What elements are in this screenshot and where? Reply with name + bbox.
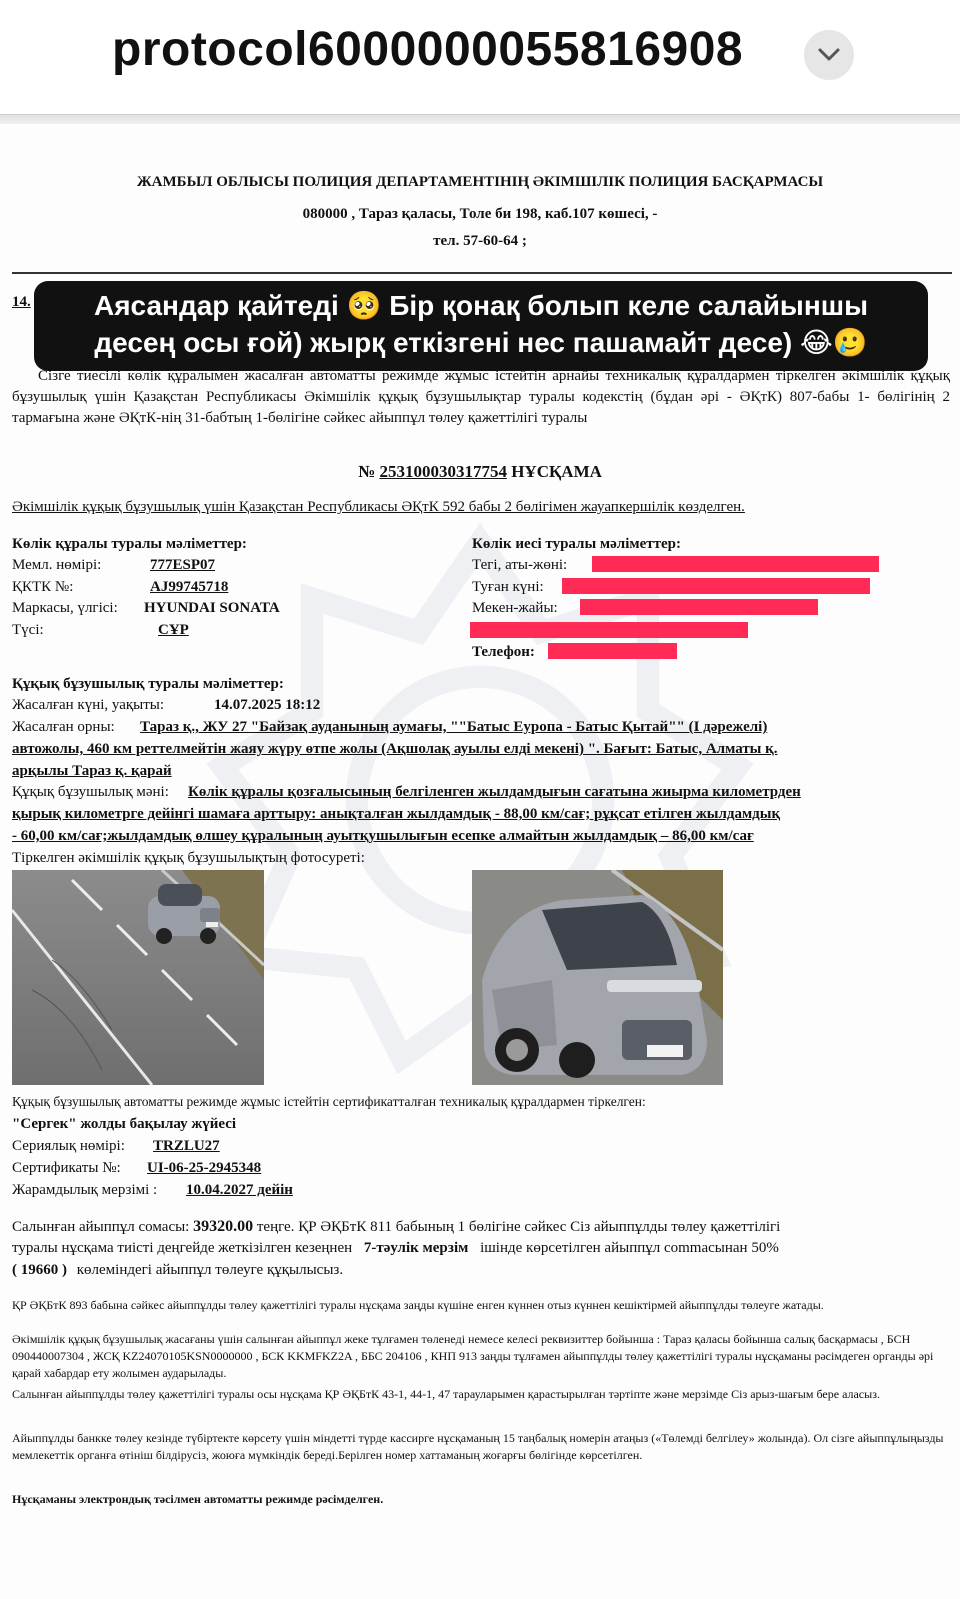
offense-place-line2: автожолы, 460 км реттелмейтін жаяу жүру өтпе жолы (Ақшолақ ауылы елді мекені) ". Бағыт: Батыс, Алматы қ. — [12, 741, 778, 757]
org-phone: тел. 57-60-64 ; — [433, 233, 527, 249]
expand-button[interactable] — [804, 30, 854, 80]
fine-line2 — [12, 1238, 779, 1259]
color-value: СҰР — [158, 622, 189, 638]
fine-half-amount: ( 19660 ) — [12, 1262, 67, 1278]
liability-text: Әкімшілік құқық бұзушылық үшін Қазақстан Республикасы ӘҚтК 592 бабы 2 бөлігімен жауапкершілік көзделген. — [12, 499, 745, 515]
owner-heading: Көлік иесі туралы мәліметтер: — [472, 536, 681, 552]
overlay-caption-line2: десең осы ғой) жырқ еткізгені нес пашамайт десе) 😂🥲 — [94, 327, 868, 358]
offense-place-label: Жасалған орны: — [12, 719, 115, 735]
overlay-caption-line1: Аясандар қайтеді 🥺 Бір қонақ болып келе салайыншы — [93, 290, 868, 321]
plate-value: 777ESP07 — [150, 557, 216, 573]
offense-photo-label: Тіркелген әкімшілік құқық бұзушылықтың фотосуреті: — [12, 850, 365, 866]
fine-amount: 39320.00 — [193, 1218, 254, 1235]
fine-line1 — [12, 1216, 780, 1238]
footnote-4: Айыппұлды банкке төлеу кезінде түбіртекте көрсету үшін міндетті түрде кассирге нұсқаманың 15 таңбалық номерін атаңыз («Төлемді белгілеу» жолында). Ол сізге айыппұлыңызды мемлекеттік органға өтініш білдірусіз, жоюға мүмкіндік береді.Берілген номер хаттаманың жоғарғы бөлігінде көрсетілген. — [12, 1431, 944, 1462]
device-system-name: "Сергек" жолды бақылау жүйесі — [12, 1116, 237, 1132]
device-serial-value: TRZLU27 — [153, 1138, 220, 1154]
owner-phone-label: Телефон: — [472, 644, 535, 660]
left-fragment: 14. — [12, 294, 31, 310]
redaction-birth — [562, 578, 870, 594]
offense-datetime-value: 14.07.2025 18:12 — [214, 697, 321, 713]
notice-suffix: НҰСҚАМА — [511, 462, 602, 481]
footnote-5: Нұсқаманы электрондық тәсілмен автоматты режимде рәсімделген. — [12, 1492, 384, 1506]
reg-label: ҚКТК №: — [12, 579, 74, 595]
offense-essence-line2: қырық километрге дейінгі шамаға арттыру: анықталған жылдамдық - 88,00 км/сағ; рұқсат етілген жылдамдық — [12, 806, 781, 822]
notice-number: 253100030317754 — [379, 462, 507, 481]
offense-essence-line3: - 60,00 км/сағ;жылдамдық өлшеу құралының ауытқушылығын есепке алмайтын жылдамдық – 86,00 км/сағ — [12, 828, 754, 844]
offense-heading: Құқық бұзушылық туралы мәліметтер: — [12, 676, 284, 692]
offense-essence-line1: Көлік құралы қозғалысының белгіленген жылдамдығын сағатына жиырма километрден — [188, 784, 801, 800]
fine-amount-label: Салынған айыппұл сомасы: — [12, 1219, 190, 1235]
fine-period: 7-тәулік мерзім — [363, 1240, 469, 1256]
chevron-down-icon — [817, 45, 841, 65]
vehicle-heading: Көлік құралы туралы мәліметтер: — [12, 536, 247, 552]
model-value: HYUNDAI SONATA — [144, 600, 280, 616]
footnote-3: Салынған айыппұлды төлеу қажеттілігі туралы осы нұсқама ҚР ӘҚБтК 43-1, 44-1, 47 тарауларымен қарастырылған тәртіпте және мерзімде Сіз арыз-шағым бере аласыз. — [12, 1387, 880, 1401]
overlay-caption — [34, 281, 928, 371]
footnote-2: Әкімшілік құқық бұзушылық жасағаны үшін салынған айыппұл жеке тұлғамен төленеді немесе келесі реквизиттер бойынша : Тараз қаласы бойынша салық басқармасы , БСН 090440007304 , ЖСҚ KZ24070105KSN0000000 , БСК KKMFKZ2A , ББС 204106 , КНП 913 заңды тұлғамен айыппұлды төлеу қажеттілігі туралы нұсқаманы рәсімдеген органды әрі қарай хабардар ету жолымен аударылады. — [12, 1332, 934, 1380]
redaction-address-2 — [470, 622, 748, 638]
device-cert-value: UI-06-25-2945348 — [147, 1160, 262, 1176]
device-recorded-by: Құқық бұзушылық автоматты режимде жұмыс істейтін сертификатталған техникалық құралдармен тіркелген: — [12, 1094, 646, 1109]
redaction-name — [592, 556, 879, 572]
plate-label: Мемл. нөмірі: — [12, 557, 102, 573]
org-header: ЖАМБЫЛ ОБЛЫСЫ ПОЛИЦИЯ ДЕПАРТАМЕНТІНІҢ ӘКІМШІЛІК ПОЛИЦИЯ БАСҚАРМАСЫ — [136, 174, 824, 190]
model-label: Маркасы, үлгісі: — [12, 600, 118, 616]
notice-prefix: № — [358, 462, 376, 481]
fine-line2-text-b: ішінде көрсетілген айыппұл сommасынан 50% — [480, 1240, 779, 1256]
redaction-phone — [548, 643, 677, 659]
violation-photo-wide — [12, 870, 264, 1085]
reg-value: AJ99745718 — [150, 579, 229, 595]
offense-essence-label: Құқық бұзушылық мәні: — [12, 784, 169, 800]
device-valid-value: 10.04.2027 дейін — [186, 1182, 293, 1198]
org-address: 080000 , Тараз қаласы, Толе би 198, каб.107 көшесі, - — [302, 206, 658, 222]
offense-place-line1: Тараз қ., ЖУ 27 "Байзақ ауданының аумағы, ""Батыс Еуропа - Батыс Қытай"" (І дәрежелі) — [140, 719, 768, 735]
fine-line3 — [12, 1260, 343, 1281]
device-valid-label: Жарамдылық мерзімі : — [12, 1182, 158, 1198]
device-cert-label: Сертификаты №: — [12, 1160, 121, 1176]
offense-datetime-label: Жасалған күні, уақыты: — [12, 697, 165, 713]
color-label: Түсі: — [12, 622, 44, 638]
owner-address-label: Мекен-жайы: — [472, 600, 558, 616]
document-title-bar — [0, 0, 960, 112]
violation-photo-closeup — [472, 870, 723, 1085]
device-serial-label: Сериялық нөмірі: — [12, 1138, 125, 1154]
fine-line2-text-a: туралы нұсқама тиісті деңгейде жеткізілген кезеңнен — [12, 1240, 353, 1256]
redaction-address — [580, 599, 818, 615]
fine-line3-text: көлеміндегі айыппұл төлеуге құқылысыз. — [76, 1262, 344, 1278]
owner-name-label: Тегі, аты-жөні: — [472, 557, 568, 573]
notice-title — [0, 462, 960, 482]
document-title: protocol6000000055816908 — [112, 23, 744, 76]
fine-line1-text: теңге. ҚР ӘҚБтК 811 бабының 1 бөлігіне сәйкес Сіз айыппұлды төлеу қажеттілігі — [256, 1219, 781, 1235]
offense-place-line3: арқылы Тараз қ. қарай — [12, 763, 172, 779]
header-rule — [12, 272, 952, 274]
footnote-1: ҚР ӘҚБтК 893 бабына сәйкес айыппұлды төлеу қажеттілігі туралы нұсқама заңды күшіне енген күннен отыз күннен кешіктірмей айыппұлды төлеуге жатады. — [12, 1298, 824, 1312]
owner-birth-label: Туған күні: — [472, 579, 544, 595]
intro-paragraph: Сізге тиесілі көлік құралымен жасалған автоматты режимде жұмыс істейтін арнайы техникалық құралдармен тіркелген әкімшілік құқық бұзушылық үшін Қазақстан Республикасы Әкімшілік құқық бұзушылықтар туралы кодекстің (бұдан әрі - ӘҚтК) 807-бабы 1- бөлігінің 2 тармағына және ӘҚтК-нің 31-бабтың 1-бөлігіне сәйкес айыппұл төлеу қажеттілігі туралы — [12, 368, 950, 426]
